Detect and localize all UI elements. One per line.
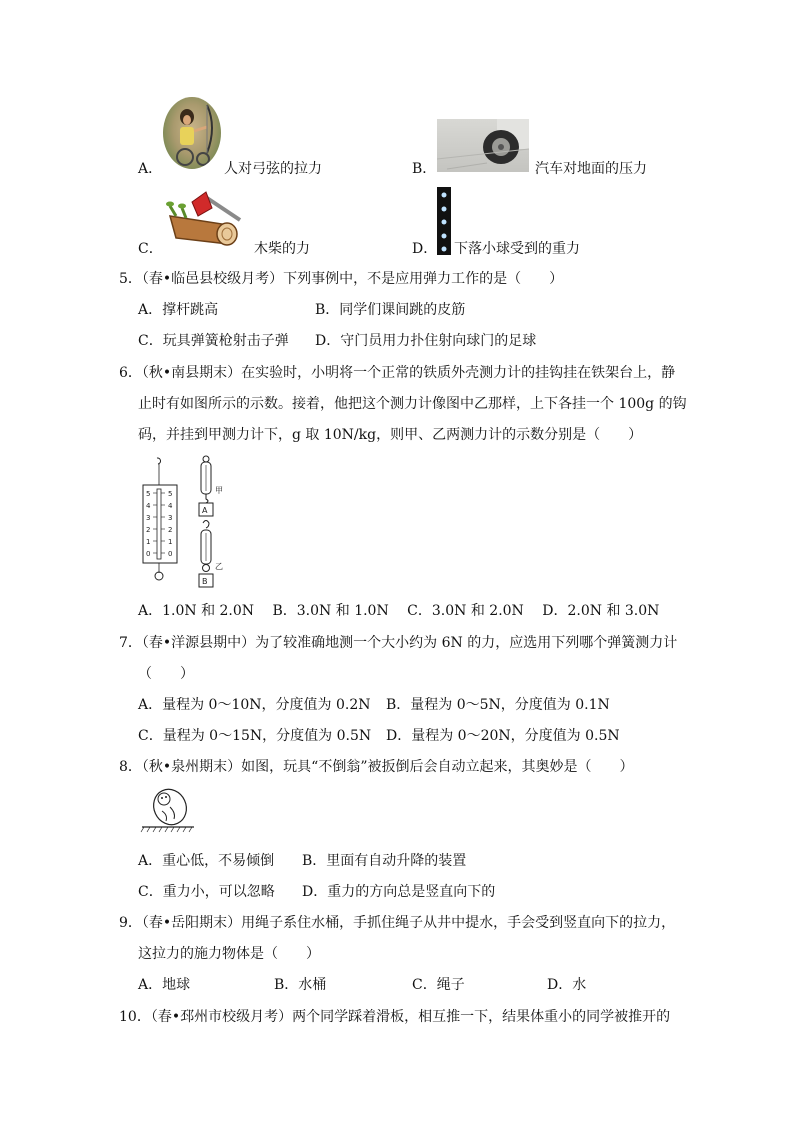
scale-left-label-1: 1 (146, 538, 151, 546)
q8-option-d: D．重力的方向总是竖直向下的 (302, 884, 496, 900)
q4-option-c-text: 木柴的力 (254, 241, 310, 257)
scale-right-label-4: 4 (168, 502, 173, 510)
archer-photo (163, 97, 221, 169)
scale-right-label-3: 3 (168, 514, 173, 522)
q7-option-c: C．量程为 0～15N，分度值为 0.5N (138, 728, 372, 744)
label-yi: 乙 (215, 562, 223, 571)
q4-option-a-letter: A． (138, 161, 163, 177)
weight-a-label: A (202, 506, 208, 515)
label-jia: 甲 (215, 486, 223, 495)
q4-option-a-text: 人对弓弦的拉力 (224, 161, 322, 177)
q8-option-a: A．重心低，不易倾倒 (138, 853, 275, 869)
q8-option-b: B．里面有自动升降的装置 (302, 853, 467, 869)
axe-log-picture (162, 186, 246, 256)
q5-option-b: B．同学们课间跳的皮筋 (315, 302, 466, 318)
scale-left-label-0: 0 (146, 550, 151, 558)
q9-stem-line-2: 这拉力的施力物体是（ ） (138, 946, 320, 962)
q9-option-b: B．水桶 (274, 977, 327, 993)
car-tire-photo (437, 119, 529, 172)
q4-option-b-text: 汽车对地面的压力 (535, 161, 647, 177)
scale-right-label-0: 0 (168, 550, 173, 558)
spring-scale-figure (140, 455, 230, 593)
scale-right-label-5: 5 (168, 490, 173, 498)
q6-options: A．1.0N 和 2.0N B．3.0N 和 1.0N C．3.0N 和 2.0N D．2.0N 和 3.0N (138, 603, 660, 619)
q6-stem-line-3: 码，并挂到甲测力计下，g 取 10N/kg，则甲、乙两测力计的示数分别是（ ） (138, 427, 643, 443)
weight-b-label: B (202, 577, 208, 586)
q7-stem-line-2: （ ） (138, 666, 194, 682)
q5-option-c: C．玩具弹簧枪射击子弹 (138, 333, 289, 349)
scale-left-label-5: 5 (146, 490, 151, 498)
scale-right-label-2: 2 (168, 526, 173, 534)
q5-option-d: D．守门员用力扑住射向球门的足球 (315, 333, 537, 349)
scale-right-label-1: 1 (168, 538, 173, 546)
q4-option-b-letter: B． (412, 161, 437, 177)
q8-option-c: C．重力小，可以忽略 (138, 884, 275, 900)
q7-option-b: B．量程为 0～5N，分度值为 0.1N (386, 697, 610, 713)
tumbler-toy-figure (140, 785, 196, 837)
q9-option-d: D．水 (547, 977, 587, 993)
q6-stem-line-2: 止时有如图所示的示数。接着，他把这个测力计像图中乙那样，上下各挂一个 100g 的钩 (138, 396, 687, 412)
q5-stem: 5．（春•临邑县校级月考）下列事例中，不是应用弹力工作的是（ ） (119, 271, 564, 287)
scale-left-label-2: 2 (146, 526, 151, 534)
q7-option-d: D．量程为 0～20N，分度值为 0.5N (386, 728, 620, 744)
q9-option-a: A．地球 (138, 977, 191, 993)
q10-stem: 10．（春•邳州市校级月考）两个同学踩着滑板，相互推一下，结果体重小的同学被推开的 (119, 1009, 671, 1025)
q6-stem-line-1: 6．（秋•南县期末）在实验时，小明将一个正常的铁质外壳测力计的挂钩挂在铁架台上，静 (119, 365, 676, 381)
q7-option-a: A．量程为 0～10N，分度值为 0.2N (138, 697, 371, 713)
q7-stem-line-1: 7．（春•洋源县期中）为了较准确地测一个大小约为 6N 的力，应选用下列哪个弹簧测力计 (119, 635, 678, 651)
q4-option-d-letter: D． (412, 241, 438, 257)
scale-left-label-4: 4 (146, 502, 151, 510)
q5-option-a: A．撑杆跳高 (138, 302, 219, 318)
q4-option-d-text: 下落小球受到的重力 (454, 241, 580, 257)
q9-option-c: C．绳子 (412, 977, 465, 993)
falling-ball-photo (437, 187, 451, 255)
q9-stem-line-1: 9．（春•岳阳期末）用绳子系住水桶，手抓住绳子从井中提水，手会受到竖直向下的拉力， (119, 915, 676, 931)
q4-option-c-letter: C． (138, 241, 163, 257)
q8-stem: 8．（秋•泉州期末）如图，玩具“不倒翁”被扳倒后会自动立起来，其奥妙是（ ） (119, 759, 634, 775)
scale-left-label-3: 3 (146, 514, 151, 522)
